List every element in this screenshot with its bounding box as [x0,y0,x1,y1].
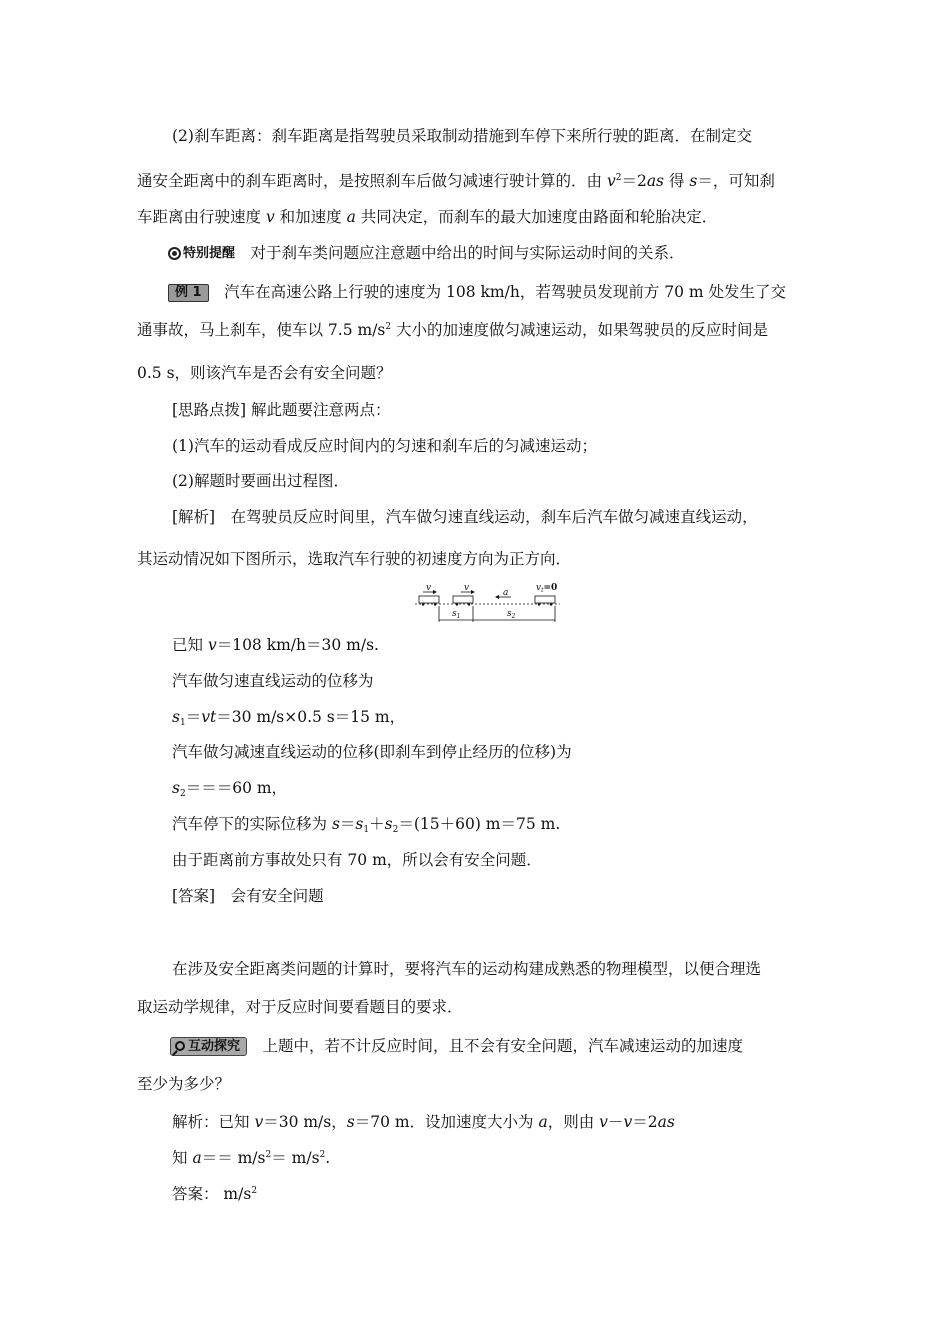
text: 答案： m/s [172,1185,252,1203]
text: ＝2 [621,172,647,190]
hint-line-2 [172,435,852,457]
hint-line-1 [172,399,852,421]
text: 得 [664,172,690,190]
sub: 1 [179,718,186,728]
example-line-2 [137,319,817,341]
text: 车距离由行驶速度 [137,208,266,226]
summary-line-1 [172,958,852,980]
text: [答案] 会有安全问题 [172,887,324,905]
text: ＝70 m．设加速度大小为 [354,1113,539,1131]
explore-badge [170,1037,247,1056]
text: 至少为多少？ [137,1075,231,1093]
wheel [550,603,552,605]
text: 解析：已知 [172,1113,255,1131]
sup: 2 [319,1150,326,1160]
text: ＝30 m/s×0.5 s＝15 m， [216,708,406,726]
car-3 [535,596,555,603]
text: 共同决定，而刹车的最大加速度由路面和轮胎决定． [355,208,718,226]
summary-line-2 [137,996,817,1018]
text: [解析] 在驾驶员反应时间里，汽车做匀速直线运动，刹车后汽车做匀减速直线运动， [172,508,758,526]
text: 大小的加速度做匀减速运动，如果驾驶员的反应时间是 [391,321,769,339]
sup: 2 [251,1186,258,1196]
explore-line-2 [137,1073,817,1095]
analysis-line-1 [172,506,852,528]
text: ＝30 m/s， [263,1113,347,1131]
var-v: v [265,208,275,226]
var-v: v [254,1113,264,1131]
text: 通事故，马上刹车，使车以 7.5 m/s [137,321,386,339]
solution-line-6 [172,813,852,835]
var-v: v [207,636,217,654]
solution-line-3 [172,706,852,728]
text: ＝ m/s [271,1149,320,1167]
text: 取运动学规律，对于反应时间要看题目的要求． [137,998,463,1016]
text: 由于距离前方事故处只有 70 m，所以会有安全问题． [172,851,542,869]
note-label: 特别提醒 [183,246,236,261]
text: (2)刹车距离：刹车距离是指驾驶员采取制动措施到车停下来所行驶的距离．在制定交 [172,127,752,145]
var-s1: s [355,815,364,833]
sup: 2 [265,1150,272,1160]
var-a: a [192,1149,202,1167]
explore-line-4 [172,1147,852,1169]
explore-line-1 [170,1035,850,1057]
text: ＝＝ m/s [201,1149,266,1167]
text: 知 [172,1149,193,1167]
explore-answer-line [172,1183,852,1205]
text: 0.5 s，则该汽车是否会有安全问题？ [137,364,392,382]
example-badge: 例 1 [168,284,209,302]
text: 和加速度 [274,208,347,226]
sub: 1 [363,825,370,835]
text: ＝108 km/h＝30 m/s. [216,636,379,654]
car-2 [453,596,473,603]
braking-distance-line-3 [137,206,817,228]
wheel [538,603,540,605]
sup: 2 [385,322,392,332]
arrowhead-v2 [471,590,475,594]
note-icon [168,247,181,260]
text: ＝ [339,815,356,833]
text: ＝ [185,708,202,726]
text: 汽车停下的实际位移为 [172,815,332,833]
special-note [168,242,848,264]
sub: 2 [392,825,399,835]
example-line-1 [168,281,848,303]
motion-diagram [415,582,575,626]
text: (2)解题时要画出过程图． [172,472,349,490]
var-as: as [646,172,665,190]
text: ＋ [369,815,385,833]
label-s1: $s_1$ [452,609,461,620]
braking-distance-line-1 [172,125,852,147]
solution-line-7 [172,849,852,871]
solution-line-5 [172,777,852,799]
example-line-3 [137,362,817,384]
explore-line-3 [172,1111,852,1133]
var-v: v [599,1113,608,1131]
explore-label: 互动探究 [188,1039,241,1054]
label-vt: $v_t=0$ [536,583,558,594]
text: ，则由 [547,1113,600,1131]
var-a: a [346,208,356,226]
label-s2: $s_2$ [507,609,516,620]
note-text: 对于刹车类问题应注意题中给出的时间与实际运动时间的关系． [235,244,685,262]
var-a: a [538,1113,548,1131]
analysis-line-2 [137,548,817,570]
arrowhead-a [495,595,499,599]
var-s: s [172,779,180,797]
var-s: s [346,1113,355,1131]
sub: 2 [179,789,186,799]
text: [思路点拨] 解此题要注意两点： [172,401,391,419]
text: － [607,1113,624,1131]
car-1 [419,596,439,603]
hint-line-3 [172,470,852,492]
wheel [456,603,458,605]
text: ＝＝＝60 m， [185,779,288,797]
label-v2: v [464,583,470,593]
answer-line [172,885,852,907]
text: (1)汽车的运动看成反应时间内的匀速和刹车后的匀减速运动； [172,437,597,455]
var-v: v [606,172,616,190]
label-v1: v [426,583,432,593]
var-s: s [331,815,340,833]
text: 汽车做匀减速直线运动的位移(即刹车到停止经历的位移)为 [172,743,572,761]
text: ＝，可知刹 [697,172,775,190]
magnifier-icon [175,1041,185,1051]
solution-line-1 [172,634,852,656]
wheel [434,603,436,605]
text: 通安全距离中的刹车距离时，是按照刹车后做匀减速行驶计算的．由 [137,172,607,190]
text: ＝2 [632,1113,658,1131]
text: 已知 [172,636,208,654]
text: 在涉及安全距离类问题的计算时，要将汽车的运动构建成熟悉的物理模型，以便合理选 [172,960,762,978]
var-s: s [689,172,698,190]
wheel [422,603,424,605]
var-vt: vt [201,708,217,726]
solution-line-4 [172,741,852,763]
arrowhead-v1 [433,590,437,594]
sup: 2 [615,173,622,183]
text: 汽车在高速公路上行驶的速度为 108 km/h，若驾驶员发现前方 70 m 处发生了交 [208,283,787,301]
wheel [468,603,470,605]
solution-line-2 [172,670,852,692]
braking-distance-line-2 [137,170,817,192]
var-s2: s [384,815,393,833]
var-as: as [657,1113,675,1131]
text: 上题中，若不计反应时间，且不会有安全问题，汽车减速运动的加速度 [247,1037,744,1055]
var-v: v [623,1113,633,1131]
text: ＝(15＋60) m＝75 m. [398,815,561,833]
text: 其运动情况如下图所示，选取汽车行驶的初速度方向为正方向． [137,550,572,568]
var-s: s [172,708,180,726]
text: . [325,1149,331,1167]
label-a: a [503,588,509,598]
text: 汽车做匀速直线运动的位移为 [172,672,374,690]
